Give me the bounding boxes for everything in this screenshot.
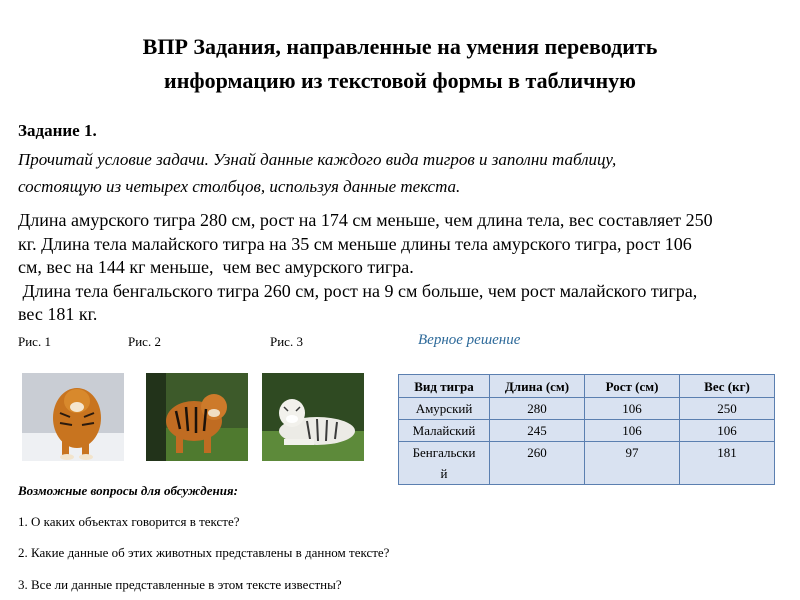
problem-line-5: вес 181 кг. — [18, 304, 98, 324]
title-line-2: информацию из текстовой формы в табличную — [164, 68, 636, 93]
tiger-data-table — [398, 374, 775, 485]
table-cell: 250 — [680, 398, 775, 420]
discussion-question — [18, 577, 342, 593]
question-text: Какие данные об этих животных представлены в данном тексте? — [27, 545, 390, 560]
question-number: 1. — [18, 514, 28, 529]
table-cell: Бенгальски й — [399, 442, 490, 485]
page-title — [0, 30, 800, 98]
table-header-cell: Длина (см) — [490, 375, 585, 398]
table-cell: 106 — [585, 398, 680, 420]
instruction-line-2: состоящую из четырех столбцов, используя данные текста. — [18, 177, 461, 196]
question-number: 3. — [18, 577, 28, 592]
table-cell: 181 — [680, 442, 775, 485]
instruction-line-1: Прочитай условие задачи. Узнай данные каждого вида тигров и заполни таблицу, — [18, 150, 617, 169]
table-cell: 260 — [490, 442, 585, 485]
table-row — [399, 442, 775, 485]
table-header-cell: Вид тигра — [399, 375, 490, 398]
problem-text — [18, 209, 788, 327]
figure-caption-1: Рис. 1 — [18, 334, 51, 349]
question-text: О каких объектах говорится в тексте? — [27, 514, 240, 529]
problem-line-2: кг. Длина тела малайского тигра на 35 см меньше длины тела амурского тигра, рост 106 — [18, 233, 692, 254]
correct-solution-label: Верное решение — [418, 332, 521, 348]
task-heading: Задание 1. — [18, 121, 97, 140]
figure-caption-2: Рис. 2 — [128, 334, 161, 349]
question-number: 2. — [18, 545, 28, 560]
title-line-1: ВПР Задания, направленные на умения переводить — [142, 34, 658, 59]
problem-line-1: Длина амурского тигра 280 см, рост на 174 см меньше, чем длина тела, вес составляет 250 — [18, 210, 713, 230]
table-cell: Малайский — [399, 420, 490, 442]
discussion-heading: Возможные вопросы для обсуждения: — [18, 483, 238, 498]
table-cell: 245 — [490, 420, 585, 442]
table-row — [399, 420, 775, 442]
table-row — [399, 398, 775, 420]
malayan-tiger-photo — [146, 373, 248, 461]
question-text: Все ли данные представленные в этом тексте известны? — [27, 577, 342, 592]
table-cell: 97 — [585, 442, 680, 485]
table-header-cell: Рост (см) — [585, 375, 680, 398]
figure-caption-3: Рис. 3 — [270, 334, 303, 349]
white-tiger-photo — [262, 373, 364, 461]
problem-line-3: см, вес на 144 кг меньше, чем вес амурского тигра. — [18, 257, 414, 277]
discussion-question — [18, 545, 389, 561]
table-cell: 106 — [680, 420, 775, 442]
table-cell: Амурский — [399, 398, 490, 420]
table-header-row — [399, 375, 775, 398]
amur-tiger-photo — [22, 373, 124, 461]
problem-line-4: Длина тела бенгальского тигра 260 см, рост на 9 см больше, чем рост малайского тигра, — [18, 280, 698, 301]
task-instruction — [18, 146, 778, 200]
table-cell: 280 — [490, 398, 585, 420]
table-cell: 106 — [585, 420, 680, 442]
table-header-cell: Вес (кг) — [680, 375, 775, 398]
discussion-question — [18, 514, 240, 530]
